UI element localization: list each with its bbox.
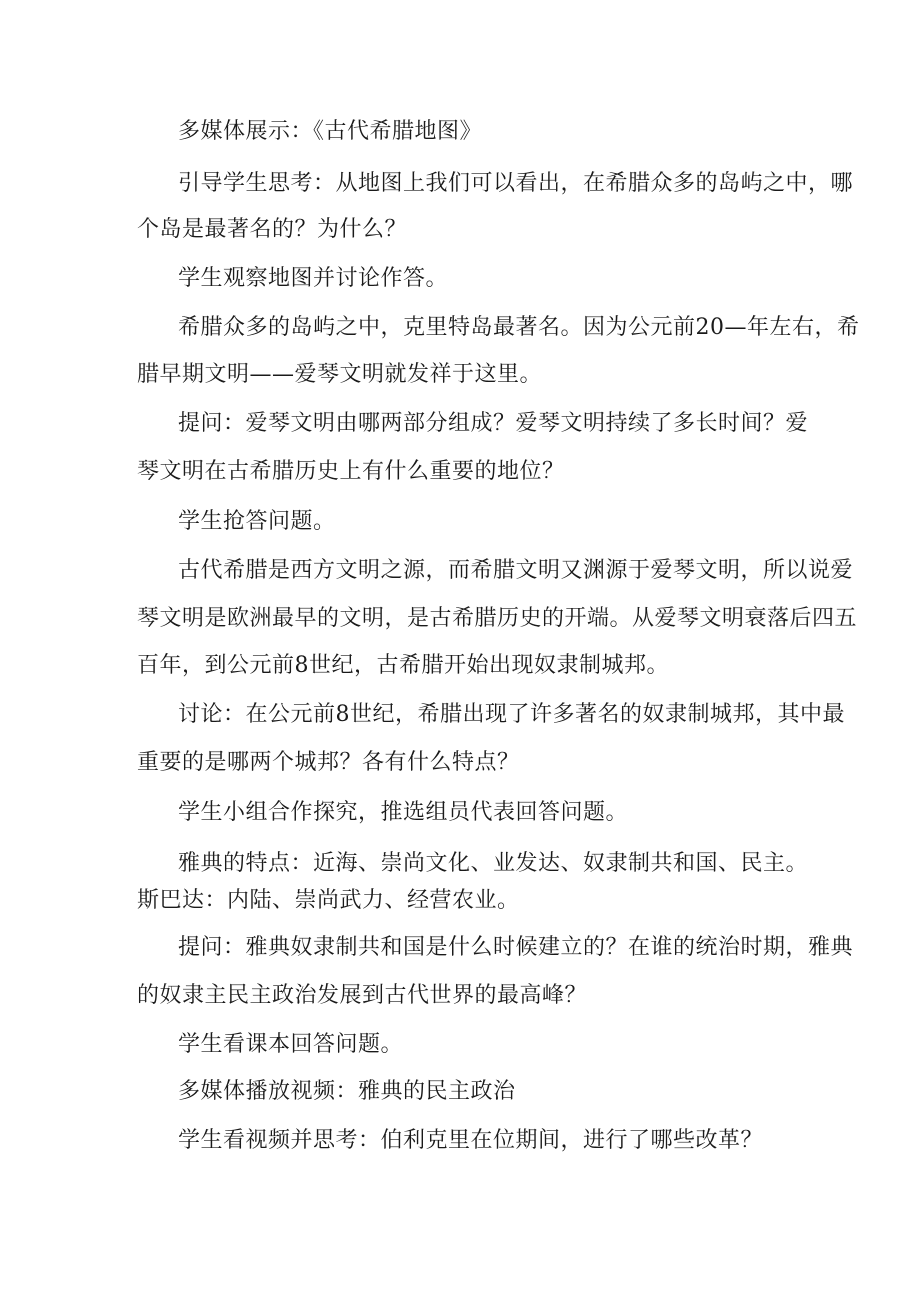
text-line-discussion-cont: 重要的是哪两个城邦？各有什么特点？ — [137, 750, 520, 775]
text-line-guide-question: 引导学生思考：从地图上我们可以看出，在希腊众多的岛屿之中，哪 — [178, 171, 854, 196]
text-line-video: 多媒体播放视频：雅典的民主政治 — [178, 1079, 516, 1104]
text-line-students-answer: 学生抢答问题。 — [178, 509, 336, 534]
text-line-aegean-question-cont: 琴文明在古希腊历史上有什么重要的地位？ — [137, 459, 565, 484]
text-line-guide-question-cont: 个岛是最著名的？为什么？ — [137, 217, 408, 242]
text-line-athens-question-cont: 的奴隶主民主政治发展到古代世界的最高峰？ — [137, 983, 588, 1008]
text-line-greece-origin-end: 百年，到公元前8世纪，古希腊开始出现奴隶制城邦。 — [137, 653, 669, 678]
text-line-crete-answer: 希腊众多的岛屿之中，克里特岛最著名。因为公元前20—年左右，希 — [178, 315, 860, 340]
text-line-athens-features: 雅典的特点：近海、崇尚文化、业发达、奴隶制共和国、民主。 — [178, 851, 809, 876]
text-line-students-observe: 学生观察地图并讨论作答。 — [178, 266, 449, 291]
text-line-greece-origin-cont: 琴文明是欧洲最早的文明，是古希腊历史的开端。从爱琴文明衰落后四五 — [137, 606, 858, 631]
text-line-group-work: 学生小组合作探究，推选组员代表回答问题。 — [178, 800, 629, 825]
text-line-aegean-question: 提问：爱琴文明由哪两部分组成？爱琴文明持续了多长时间？爱 — [178, 411, 809, 436]
text-line-discussion: 讨论：在公元前8世纪，希腊出现了许多著名的奴隶制城邦，其中最 — [178, 702, 845, 727]
text-line-textbook-answer: 学生看课本回答问题。 — [178, 1032, 404, 1057]
text-line-greece-origin: 古代希腊是西方文明之源，而希腊文明又渊源于爱琴文明，所以说爱 — [178, 558, 854, 583]
text-line-pericles-question: 学生看视频并思考：伯利克里在位期间，进行了哪些改革？ — [178, 1128, 764, 1153]
text-line-multimedia-map: 多媒体展示：《古代希腊地图》 — [178, 119, 483, 144]
text-line-sparta-features: 斯巴达：内陆、崇尚武力、经营农业。 — [137, 888, 520, 913]
text-line-crete-answer-cont: 腊早期文明——爱琴文明就发祥于这里。 — [137, 362, 543, 387]
text-line-athens-question: 提问：雅典奴隶制共和国是什么时候建立的？在谁的统治时期，雅典 — [178, 935, 854, 960]
